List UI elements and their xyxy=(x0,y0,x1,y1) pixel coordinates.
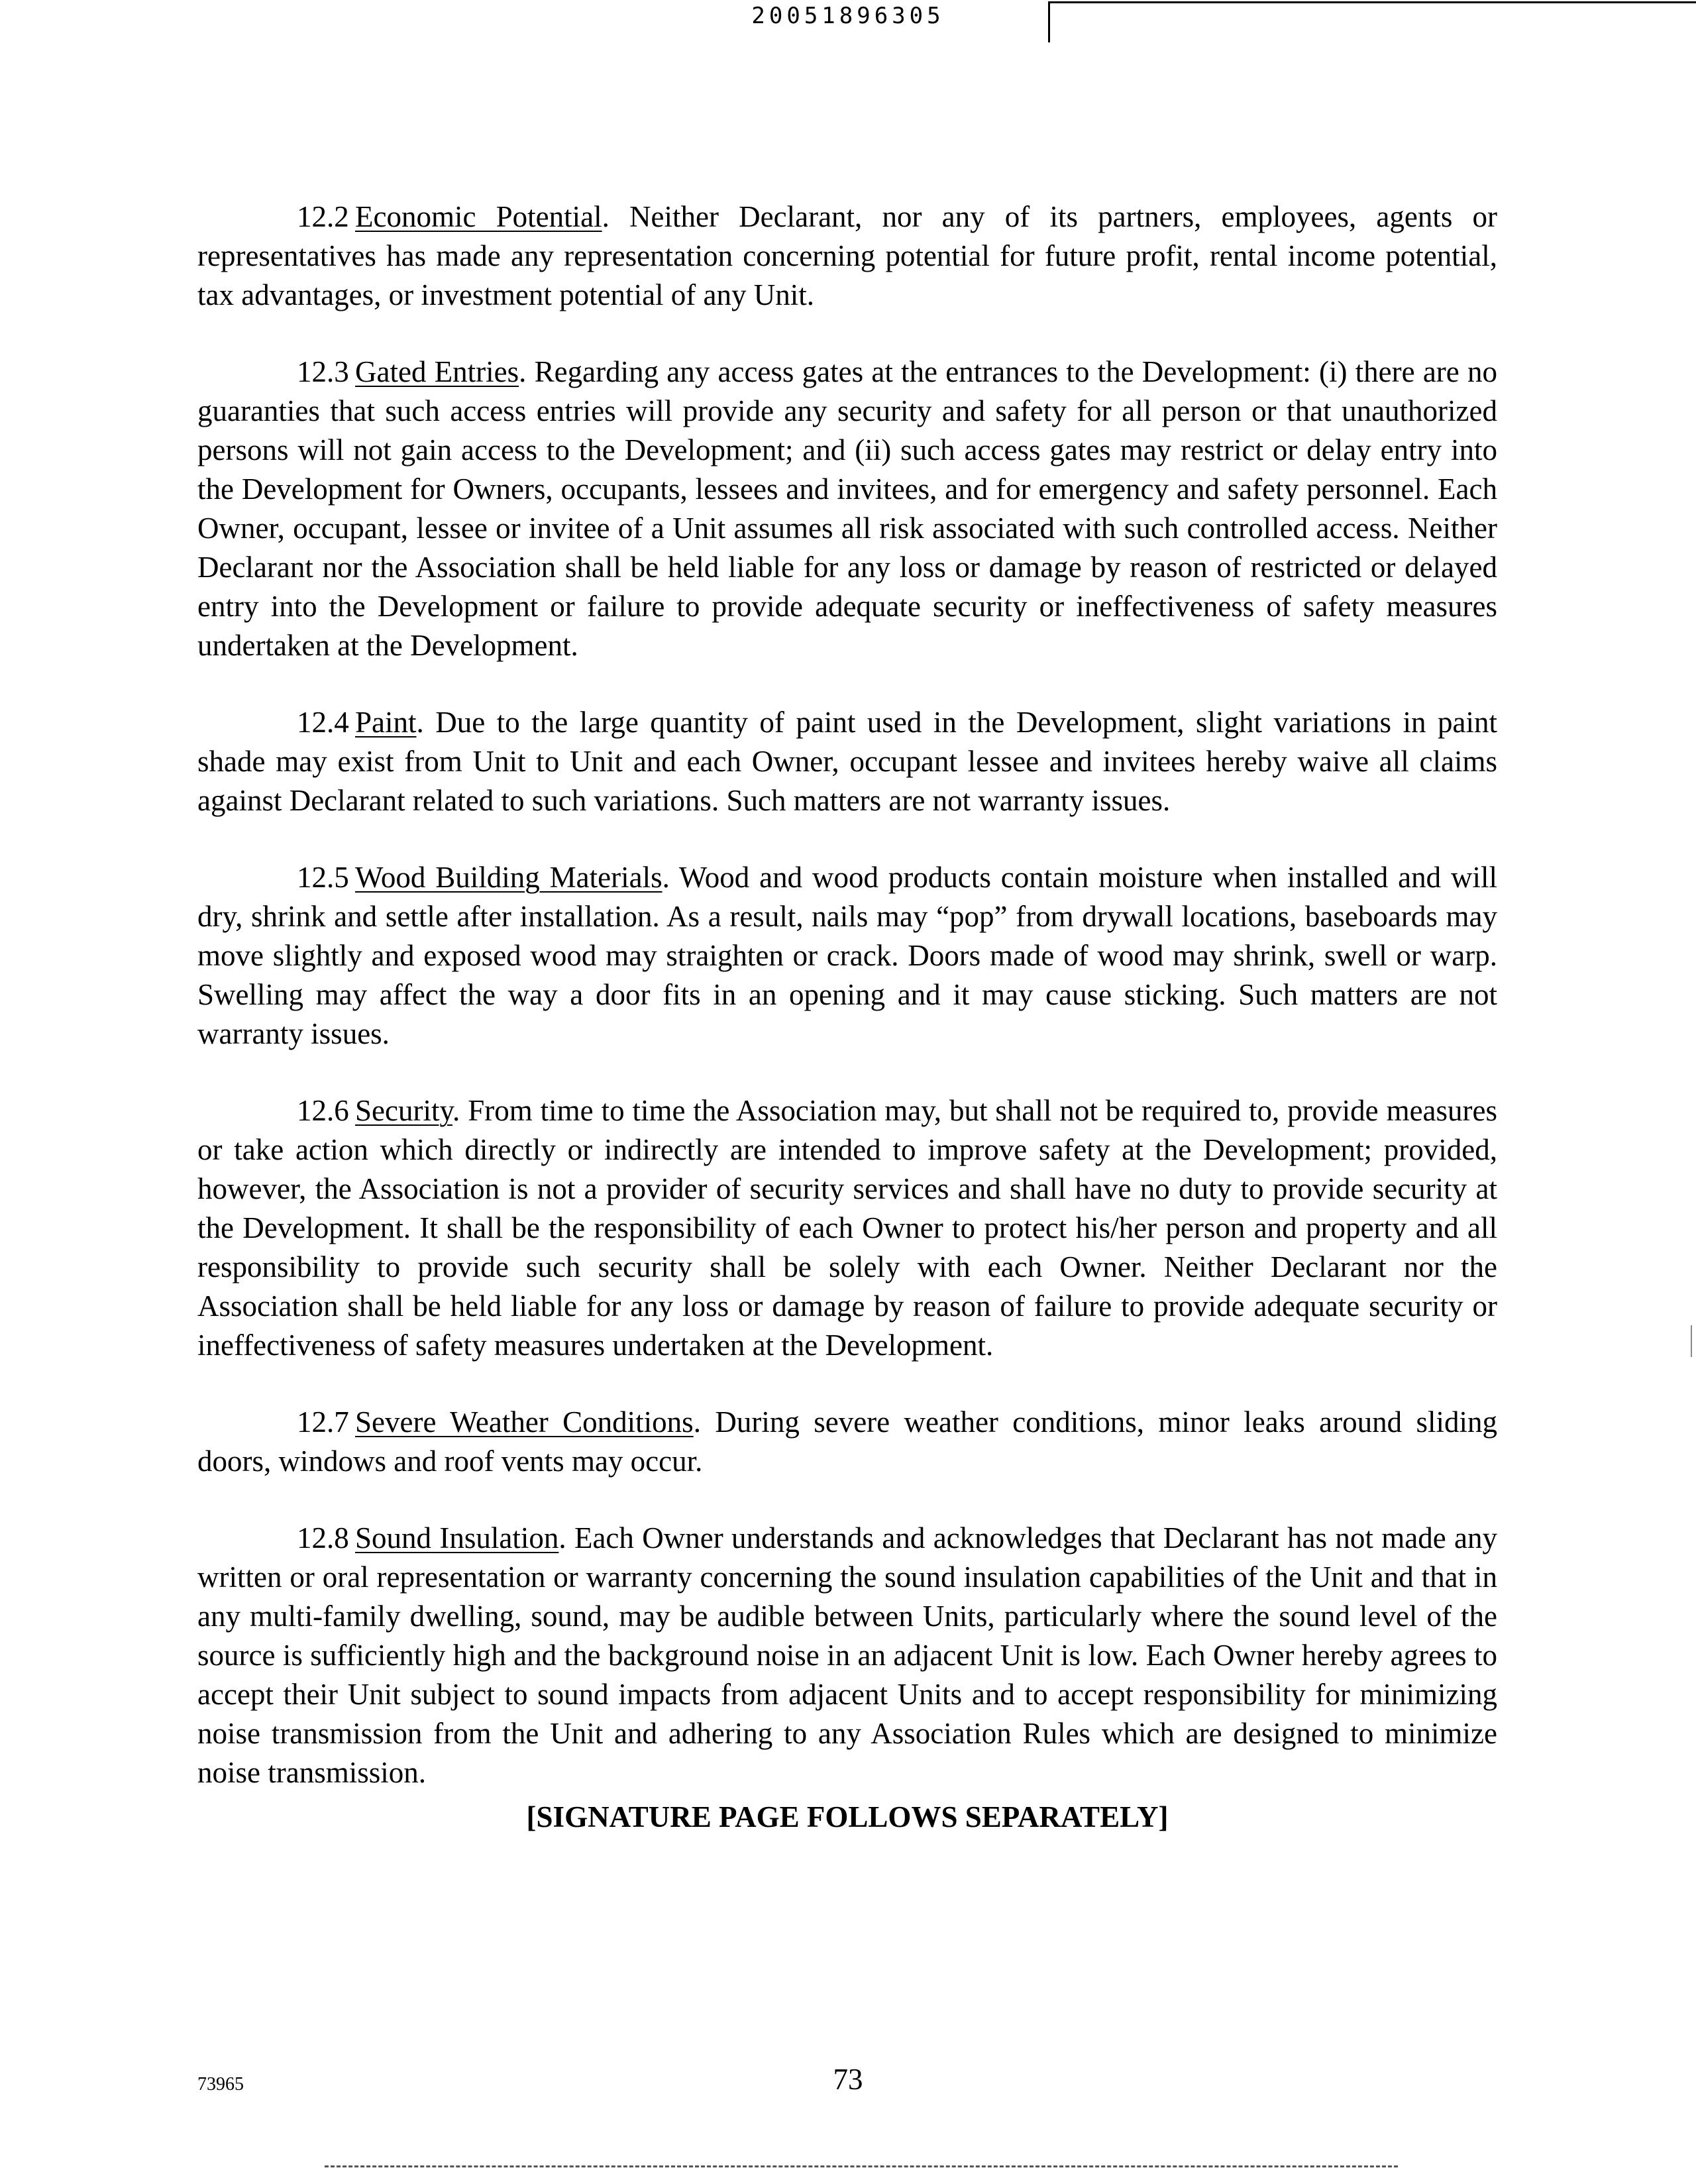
corner-rule-vertical xyxy=(1048,1,1050,42)
section-title: Security xyxy=(355,1094,453,1127)
page-number: 73 xyxy=(833,2063,863,2096)
signature-page-banner: [SIGNATURE PAGE FOLLOWS SEPARATELY] xyxy=(526,1800,1169,1833)
bottom-scan-rule xyxy=(325,2165,1398,2167)
section-12-5: 12.5 Wood Building Materials. Wood and wood products contain moisture when installed and will dry, shrink and settle after installation. As a result, nails may “pop” from drywall locations, baseboards may move slightly and exposed wood may straighten or crack. Doors made of wood may shrink, swell or warp. Swelling may affect the way a door fits in an opening and it may cause sticking. Such matters are not warranty issues. xyxy=(197,858,1497,1054)
section-number: 12.3 xyxy=(297,355,349,388)
section-number: 12.5 xyxy=(297,861,349,894)
section-number: 12.2 xyxy=(297,200,349,233)
section-12-4: 12.4 Paint. Due to the large quantity of paint used in the Development, slight variations in paint shade may exist from Unit to Unit and each Owner, occupant lessee and invitees hereby waive all claims against Declarant related to such variations. Such matters are not warranty issues. xyxy=(197,703,1497,820)
section-12-2: 12.2 Economic Potential. Neither Declarant, nor any of its partners, employees, agents or representatives has made any representation concerning potential for future profit, rental income potential, tax advantages, or investment potential of any Unit. xyxy=(197,197,1497,315)
section-text: Each Owner understands and acknowledges that Declarant has not made any written or oral representation or warranty concerning the sound insulation capabilities of the Unit and that in any multi-family dwelling, sound, may be audible between Units, particularly where the sound level of the source is sufficiently high and the background noise in an adjacent Unit is low. Each Owner hereby agrees to accept their Unit subject to sound impacts from adjacent Units and to accept responsibility for minimizing noise transmission from the Unit and adhering to any Association Rules which are designed to minimize noise transmission. xyxy=(197,1521,1497,1789)
section-text: Neither Declarant, nor any of its partners, employees, agents or representatives has made any representation concerning potential for future profit, rental income potential, tax advantages, or investment potential of any Unit. xyxy=(197,200,1498,311)
corner-rule-horizontal xyxy=(1048,1,1696,3)
section-title: Gated Entries xyxy=(355,355,519,388)
section-text: Wood and wood products contain moisture when installed and will dry, shrink and settle after installation. As a result, nails may “pop” from drywall locations, baseboards may move slightly and exposed wood may straighten or crack. Doors made of wood may shrink, swell or warp. Swelling may affect the way a door fits in an opening and it may cause sticking. Such matters are not warranty issues. xyxy=(197,861,1498,1050)
section-12-8: 12.8 Sound Insulation. Each Owner understands and acknowledges that Declarant has not made any written or oral representation or warranty concerning the sound insulation capabilities of the Unit and that in any multi-family dwelling, sound, may be audible between Units, particularly where the sound level of the source is sufficiently high and the background noise in an adjacent Unit is low. Each Owner hereby agrees to accept their Unit subject to sound impacts from adjacent Units and to accept responsibility for minimizing noise transmission from the Unit and adhering to any Association Rules which are designed to minimize noise transmission. xyxy=(197,1519,1497,1792)
section-text: During severe weather conditions, minor leaks around sliding doors, windows and roof vents may occur. xyxy=(197,1405,1498,1478)
section-text: From time to time the Association may, but shall not be required to, provide measures or take action which directly or indirectly are intended to improve safety at the Development; provided, however, the Association is not a provider of security services and shall have no duty to provide security at the Development. It shall be the responsibility of each Owner to protect his/her person and property and all responsibility to provide such security shall be solely with each Owner. Neither Declarant nor the Association shall be held liable for any loss or damage by reason of failure to provide adequate security or ineffectiveness of safety measures undertaken at the Development. xyxy=(197,1094,1497,1362)
section-title: Economic Potential xyxy=(355,200,602,233)
section-number: 12.7 xyxy=(297,1405,349,1439)
section-number: 12.6 xyxy=(297,1094,349,1127)
section-title: Wood Building Materials xyxy=(355,861,662,894)
footer-reference: 73965 xyxy=(197,2074,244,2095)
section-number: 12.4 xyxy=(297,706,349,739)
scan-edge-mark xyxy=(1691,1325,1692,1357)
section-12-3: 12.3 Gated Entries. Regarding any access gates at the entrances to the Development: (i) there are no guaranties that such access entries will provide any security and safety for all person or that unauthorized persons will not gain access to the Development; and (ii) such access gates may restrict or delay entry into the Development for Owners, occupants, lessees and invitees, and for emergency and safety personnel. Each Owner, occupant, lessee or invitee of a Unit assumes all risk associated with such controlled access. Neither Declarant nor the Association shall be held liable for any loss or damage by reason of restricted or delayed entry into the Development or failure to provide adequate security or ineffectiveness of safety measures undertaken at the Development. xyxy=(197,353,1497,665)
section-title: Paint xyxy=(355,706,417,739)
section-text: Regarding any access gates at the entrances to the Development: (i) there are no guaranties that such access entries will provide any security and safety for all person or that unauthorized persons will not gain access to the Development; and (ii) such access gates may restrict or delay entry into the Development for Owners, occupants, lessees and invitees, and for emergency and safety personnel. Each Owner, occupant, lessee or invitee of a Unit assumes all risk associated with such controlled access. Neither Declarant nor the Association shall be held liable for any loss or damage by reason of restricted or delayed entry into the Development or failure to provide adequate security or ineffectiveness of safety measures undertaken at the Development. xyxy=(197,355,1497,662)
document-number: 20051896305 xyxy=(751,3,945,29)
section-12-7: 12.7 Severe Weather Conditions. During severe weather conditions, minor leaks around sliding doors, windows and roof vents may occur. xyxy=(197,1403,1497,1481)
section-title: Sound Insulation xyxy=(355,1521,559,1555)
section-number: 12.8 xyxy=(297,1521,349,1555)
section-text: Due to the large quantity of paint used in the Development, slight variations in paint shade may exist from Unit to Unit and each Owner, occupant lessee and invitees hereby waive all claims against Declarant related to such variations. Such matters are not warranty issues. xyxy=(197,706,1498,817)
section-title: Severe Weather Conditions xyxy=(355,1405,694,1439)
section-12-6: 12.6 Security. From time to time the Association may, but shall not be required to, provide measures or take action which directly or indirectly are intended to improve safety at the Development; provided, however, the Association is not a provider of security services and shall have no duty to provide security at the Development. It shall be the responsibility of each Owner to protect his/her person and property and all responsibility to provide such security shall be solely with each Owner. Neither Declarant nor the Association shall be held liable for any loss or damage by reason of failure to provide adequate security or ineffectiveness of safety measures undertaken at the Development. xyxy=(197,1091,1497,1365)
document-body xyxy=(197,197,1497,1837)
